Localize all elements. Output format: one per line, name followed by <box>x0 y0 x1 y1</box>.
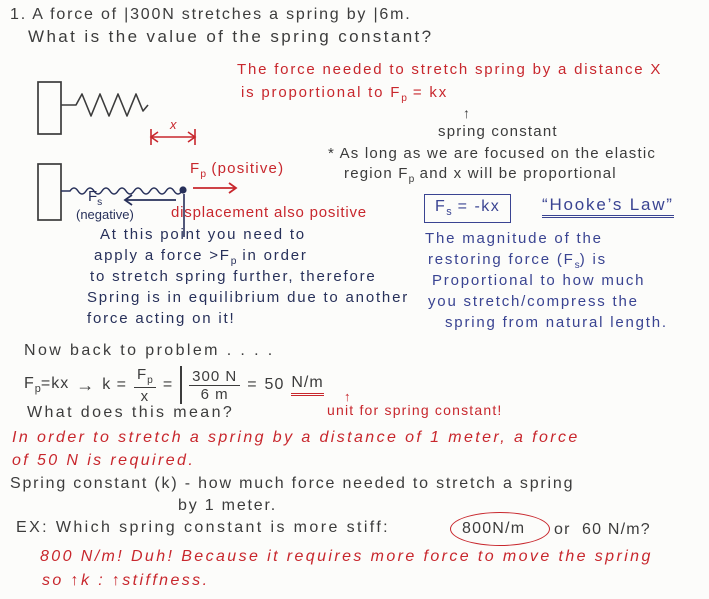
example-prefix: EX: Which spring constant is more stiff: <box>16 519 391 536</box>
subscript: s <box>574 260 580 271</box>
equilibrium-line2 <box>94 248 308 267</box>
text: = kx <box>406 84 449 101</box>
definition-line2: by 1 meter. <box>178 497 277 514</box>
text: F <box>435 198 447 215</box>
fs-label <box>88 189 102 208</box>
fp-label <box>190 161 284 180</box>
meaning-line2: of 50 N is required. <box>12 452 196 469</box>
definition-line1: Spring constant (k) - how much force needed to stretch a spring <box>10 475 575 492</box>
subscript: p <box>401 93 407 104</box>
subscript: p <box>230 256 237 267</box>
displacement-note: displacement also positive <box>171 204 367 221</box>
text: F <box>88 188 98 205</box>
magnitude-line5: spring from natural length. <box>445 314 668 331</box>
spring-wave-icon <box>61 188 182 194</box>
text: F <box>190 160 201 177</box>
equilibrium-line4: Spring is in equilibrium due to another <box>87 289 410 306</box>
text: ) is <box>579 251 607 268</box>
text: apply a force >F <box>94 247 231 264</box>
red-note-line2 <box>241 85 448 104</box>
text: F <box>24 375 35 393</box>
solution-intro: Now back to problem . . . . <box>24 342 275 359</box>
formula-lhs <box>24 375 69 395</box>
elastic-note-line1: * As long as we are focused on the elastic <box>328 145 657 162</box>
text: region F <box>344 165 409 182</box>
subscript: s <box>97 197 103 208</box>
equilibrium-line1: At this point you need to <box>100 226 306 243</box>
text: “Hooke’s Law” <box>542 195 674 218</box>
numerator <box>134 366 156 388</box>
result-unit: N/m <box>291 374 323 396</box>
equilibrium-line5: force acting on it! <box>87 310 236 327</box>
denominator: 6 m <box>200 385 229 403</box>
x-label: x <box>170 117 177 132</box>
fraction-fp-x <box>134 366 156 405</box>
magnitude-line1: The magnitude of the <box>425 230 603 247</box>
text: restoring force (F <box>428 251 575 268</box>
example-or: or <box>554 521 571 538</box>
fraction-300-6 <box>189 368 240 404</box>
answer-line2: so ↑k : ↑stiffness. <box>42 572 210 589</box>
equals: = <box>247 376 258 394</box>
equals: = <box>162 376 174 394</box>
red-note-line1: The force needed to stretch spring by a distance X <box>237 61 663 78</box>
subscript: p <box>408 174 415 185</box>
wall <box>38 164 61 220</box>
unit-up-arrow-icon: ↑ <box>344 389 351 404</box>
example-option1: 800N/m <box>462 520 526 537</box>
spring-zigzag-icon <box>61 94 148 116</box>
example-option2: 60 N/m? <box>582 521 651 538</box>
text: (positive) <box>206 160 285 177</box>
fs-sign-label: (negative) <box>76 207 134 222</box>
magnitude-line3: Proportional to how much <box>432 272 646 289</box>
meaning-line1: In order to stretch a spring by a distance of 1 meter, a force <box>12 429 580 446</box>
solution-question: What does this mean? <box>27 404 235 421</box>
magnitude-line4: you stretch/compress the <box>428 293 639 310</box>
text: F <box>136 366 148 383</box>
text: and x will be proportional <box>414 165 617 182</box>
text: in order <box>236 247 308 264</box>
subscript: s <box>446 206 452 219</box>
subscript: p <box>147 375 153 386</box>
magnitude-line2 <box>428 252 607 271</box>
answer-line1: 800 N/m! Duh! Because it requires more force to move the spring <box>40 548 653 565</box>
up-arrow-icon: ↑ <box>463 105 470 121</box>
x-measure-arrow <box>146 118 206 146</box>
problem-line2: What is the value of the spring constant? <box>28 27 434 46</box>
problem-line1: 1. A force of |300N stretches a spring by |6m. <box>10 6 412 23</box>
spring-constant-label: spring constant <box>438 123 558 140</box>
subscript: p <box>200 169 207 180</box>
mass-point <box>179 186 186 193</box>
divider-bar <box>180 366 182 404</box>
text: =kx <box>40 375 70 393</box>
elastic-note-line2 <box>344 166 617 185</box>
numerator: 300 N <box>189 368 240 386</box>
solution-formula <box>24 366 324 405</box>
denominator: x <box>140 387 150 405</box>
unit-note: unit for spring constant! <box>327 402 503 418</box>
formula-k: k = <box>102 376 127 394</box>
wall <box>38 82 61 134</box>
equilibrium-line3: to stretch spring further, therefore <box>90 268 377 285</box>
text: = -kx <box>451 198 501 215</box>
hookes-law-box <box>424 194 511 223</box>
implies-arrow-icon: → <box>76 374 96 395</box>
subscript: p <box>34 383 41 396</box>
result-value: 50 <box>264 376 285 394</box>
hookes-law-title <box>542 196 674 215</box>
text: is proportional to F <box>241 84 402 101</box>
